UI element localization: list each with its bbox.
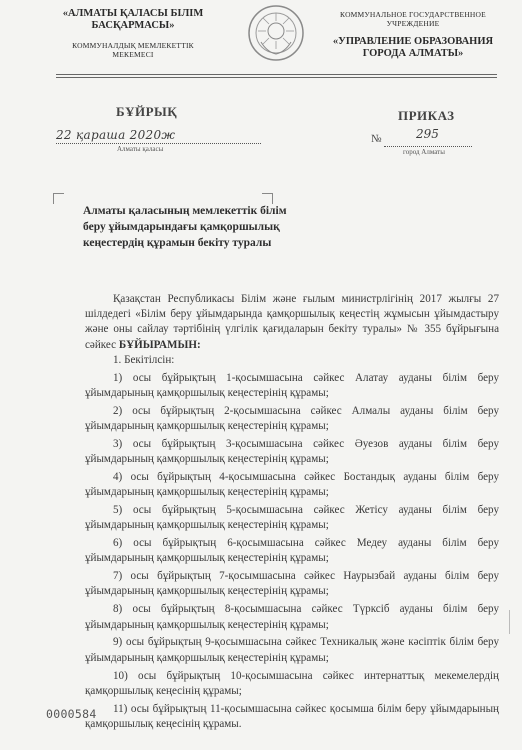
header-right-block bbox=[328, 10, 498, 60]
header-right-subtitle: КОММУНАЛЬНОЕ ГОСУДАРСТВЕННОЕ УЧРЕЖДЕНИЕ bbox=[340, 10, 486, 28]
list-item: 6) осы бұйрықтың 6-қосымшасына сәйкес Медеу ауданы білім беру ұйымдарының қамқоршылық кеңестерінің құрамы; bbox=[85, 537, 499, 565]
order-type-ru: ПРИКАЗ bbox=[398, 108, 455, 123]
date-underline bbox=[56, 143, 261, 144]
title-bracket-left bbox=[53, 193, 64, 204]
order-date-handwritten: 22 қараша 2020ж bbox=[56, 128, 176, 142]
intro-paragraph bbox=[85, 292, 499, 353]
list-item: 10) осы бұйрықтың 10-қосымшасына сәйкес интернаттық мекемелердің қамқоршылық кеңесінің құрамы; bbox=[85, 669, 499, 697]
state-emblem-icon bbox=[247, 4, 305, 62]
scan-edge-mark bbox=[509, 610, 510, 634]
number-sign: № bbox=[371, 133, 382, 145]
header-right-title: «УПРАВЛЕНИЕ ОБРАЗОВАНИЯ ГОРОДА АЛМАТЫ» bbox=[332, 36, 494, 59]
header-left-subtitle: КОММУНАЛДЫҚ МЕМЛЕКЕТТІК МЕКЕМЕСІ bbox=[72, 41, 194, 59]
list-item: 11) осы бұйрықтың 11-қосымшасына сәйкес қосымша білім беру ұйымдарының қамқоршылық кеңесінің құрамы. bbox=[85, 702, 499, 730]
document-body bbox=[85, 292, 499, 732]
document-serial-number: 0000584 bbox=[46, 707, 97, 721]
list-item: 8) осы бұйрықтың 8-қосымшасына сәйкес Түрксіб ауданы білім беру ұйымдарының қамқоршылық кеңестерінің құрамы; bbox=[85, 603, 499, 631]
order-number-handwritten: 295 bbox=[416, 127, 439, 141]
list-item: 7) осы бұйрықтың 7-қосымшасына сәйкес Наурызбай ауданы білім беру ұйымдарының қамқоршылық кеңестерінің құрамы; bbox=[85, 570, 499, 598]
list-item: 3) осы бұйрықтың 3-қосымшасына сәйкес Әуезов ауданы білім беру ұйымдарының қамқоршылық кеңестерінің құрамы; bbox=[85, 437, 499, 466]
intro-bold-order: БҰЙЫРАМЫН: bbox=[118, 338, 201, 351]
number-underline bbox=[384, 146, 472, 147]
list-item: 4) осы бұйрықтың 4-қосымшасына сәйкес Бостандық ауданы білім беру ұйымдарының қамқоршылық кеңестерінің құрамы; bbox=[85, 470, 499, 499]
document-title: Алматы қаласының мемлекеттік білім беру ұйымдарындағы қамқоршылық кеңестердің құрамын бекіту туралы bbox=[83, 205, 287, 249]
header-divider-bottom bbox=[56, 77, 497, 78]
list-item: 2) осы бұйрықтың 2-қосымшасына сәйкес Алмалы ауданы білім беру ұйымдарының қамқоршылық кеңестерінің құрамы; bbox=[85, 404, 499, 432]
list-item: 9) осы бұйрықтың 9-қосымшасына сәйкес Техникалық және кәсіптік білім беру ұйымдарының қамқоршылық кеңестерінің құрамы; bbox=[85, 636, 499, 664]
list-item: 1) осы бұйрықтың 1-қосымшасына сәйкес Алатау ауданы білім беру ұйымдарының қамқоршылық кеңестерінің құрамы; bbox=[85, 371, 499, 399]
city-label-kz: Алматы қаласы bbox=[117, 145, 164, 153]
header-left-title: «АЛМАТЫ ҚАЛАСЫ БІЛІМ БАСҚАРМАСЫ» bbox=[62, 8, 204, 31]
order-type-kz: БҰЙРЫҚ bbox=[116, 104, 178, 119]
header-left-block bbox=[58, 8, 208, 59]
city-label-ru: город Алматы bbox=[403, 148, 445, 156]
point-1: 1. Бекітілсін: bbox=[113, 353, 175, 366]
list-item: 5) осы бұйрықтың 5-қосымшасына сәйкес Жетісу ауданы білім беру ұйымдарының қамқоршылық кеңестерінің құрамы; bbox=[85, 504, 499, 532]
intro-text: Қазақстан Республикасы Білім және ғылым министрлігінің 2017 жылғы 27 шілдедегі «Білім беру ұйымдарында қамқоршылық кеңестің жұмысын ұйымдастыру және оны сайлау тәртібінің үлгілік қағидаларын бекіту туралы» № 355 бұйрығына сәйкес bbox=[85, 293, 499, 351]
header-divider-top bbox=[56, 74, 497, 75]
